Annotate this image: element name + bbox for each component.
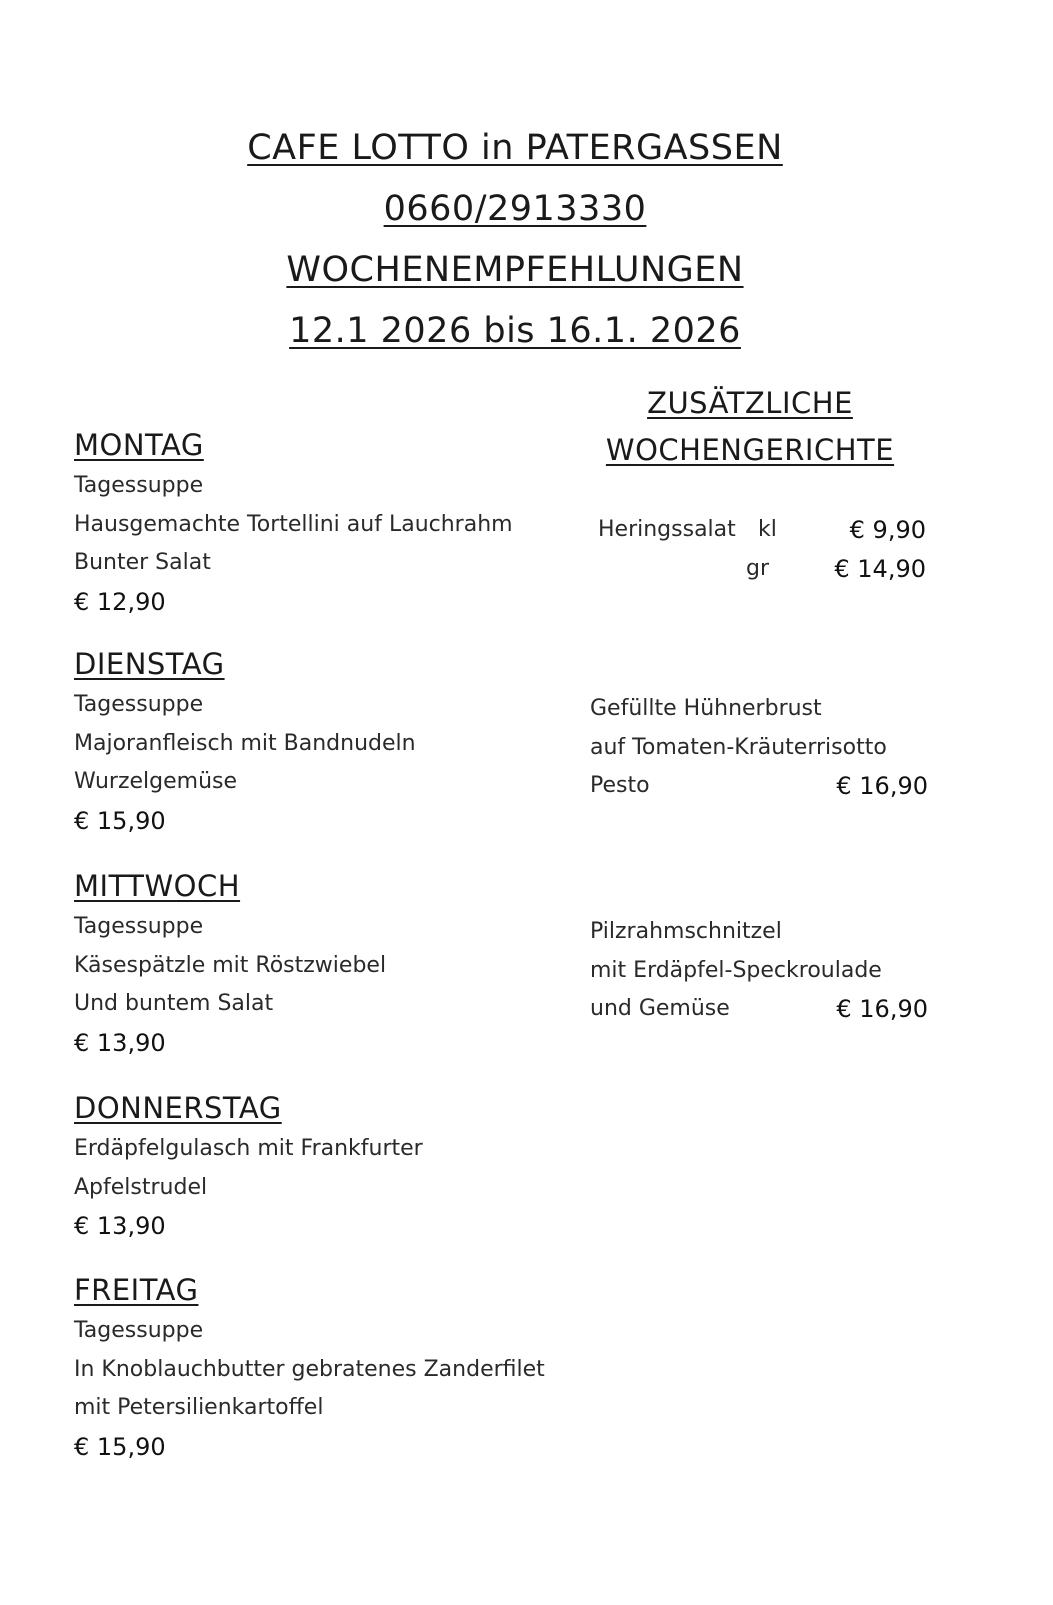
day-monday — [74, 425, 594, 621]
menu-item: Erdäpfelgulasch mit Frankfurter — [74, 1136, 423, 1161]
cafe-name: CAFE LOTTO in PATERGASSEN — [247, 128, 783, 168]
dish-line — [590, 990, 940, 1029]
menu-item: Und buntem Salat — [74, 991, 274, 1016]
menu-item: Apfelstrudel — [74, 1174, 208, 1200]
extra-heringssalat — [598, 511, 948, 588]
day-title: MITTWOCH — [74, 869, 241, 903]
extra-dish-huehnerbrust — [590, 690, 940, 806]
dish-line-text: Pesto — [590, 773, 650, 798]
menu-item: Wurzelgemüse — [74, 769, 238, 794]
extras-heading: ZUSÄTZLICHE WOCHENGERICHTE — [605, 386, 895, 467]
day-price: € 13,90 — [74, 1212, 166, 1240]
day-title: FREITAG — [74, 1273, 199, 1307]
dish-line — [590, 913, 940, 952]
size-label-small: kl — [758, 517, 777, 542]
menu-item: In Knoblauchbutter gebratenes Zanderfilet — [74, 1356, 545, 1382]
extra-row-large — [598, 550, 948, 589]
price-small: € 9,90 — [849, 516, 926, 544]
menu-item: Hausgemachte Tortellini auf Lauchrahm — [74, 511, 513, 537]
menu-item: mit Petersilienkartoffel — [74, 1395, 324, 1420]
day-wednesday — [74, 866, 594, 1062]
dish-line — [590, 690, 940, 729]
menu-item: Käsespätzle mit Röstzwiebel — [74, 952, 387, 978]
day-title: MONTAG — [74, 428, 204, 462]
menu-item: Bunter Salat — [74, 550, 211, 575]
day-price: € 15,90 — [74, 1432, 166, 1461]
dish-line — [590, 952, 940, 991]
price-large: € 14,90 — [834, 554, 926, 583]
day-price: € 15,90 — [74, 806, 166, 835]
menu-item: Tagessuppe — [74, 914, 204, 939]
dish-line-text: auf Tomaten-Kräuterrisotto — [590, 734, 887, 760]
dish-line — [590, 767, 940, 806]
day-thursday — [74, 1088, 594, 1246]
dish-line-text: und Gemüse — [590, 996, 730, 1021]
extra-dish-pilzrahmschnitzel — [590, 913, 940, 1029]
dish-line-text: mit Erdäpfel-Speckroulade — [590, 957, 882, 983]
day-title: DIENSTAG — [74, 647, 225, 681]
menu-item: Tagessuppe — [74, 1318, 204, 1343]
date-range: 12.1 2026 bis 16.1. 2026 — [289, 311, 741, 351]
dish-line — [590, 729, 940, 768]
menu-item: Tagessuppe — [74, 692, 204, 717]
menu-item: Majoranfleisch mit Bandnudeln — [74, 730, 416, 756]
dish-name: Heringssalat — [598, 517, 736, 542]
day-price: € 13,90 — [74, 1028, 166, 1057]
dish-line-text: Gefüllte Hühnerbrust — [590, 696, 822, 721]
dish-price: € 16,90 — [836, 995, 928, 1023]
menu-item: Tagessuppe — [74, 473, 204, 498]
size-label-large: gr — [746, 555, 770, 581]
weekly-recommendations-heading: WOCHENEMPFEHLUNGEN — [286, 250, 744, 290]
day-title: DONNERSTAG — [74, 1091, 282, 1125]
day-tuesday — [74, 644, 594, 840]
phone-number: 0660/2913330 — [383, 189, 647, 229]
day-friday — [74, 1270, 594, 1466]
dish-price: € 16,90 — [836, 772, 928, 800]
menu-header — [0, 118, 1030, 362]
day-price: € 12,90 — [74, 587, 166, 616]
extra-row-small — [598, 511, 948, 550]
dish-line-text: Pilzrahmschnitzel — [590, 919, 782, 944]
